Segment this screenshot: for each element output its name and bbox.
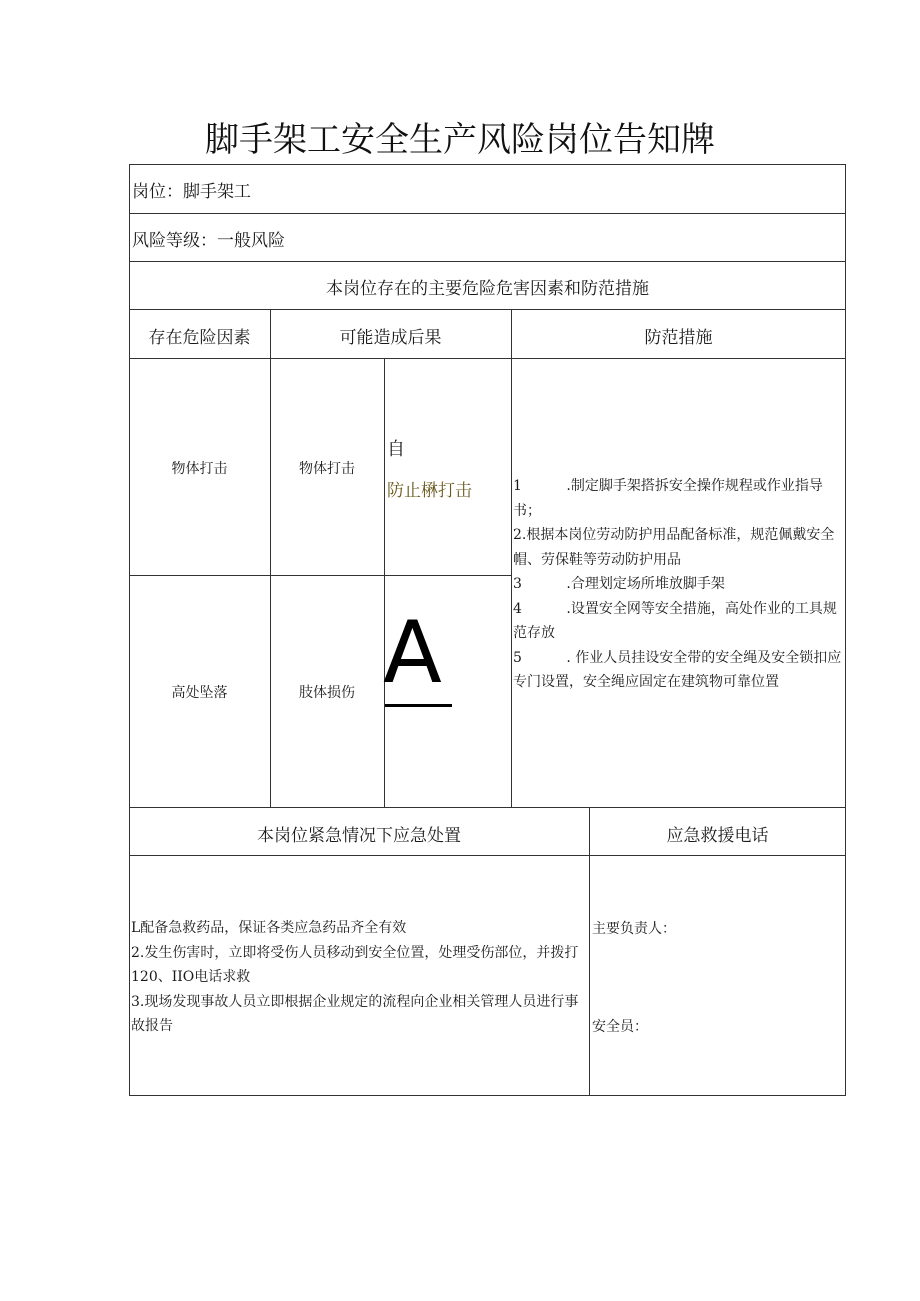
divider [511, 309, 512, 808]
sign-text: 防止楙打击 [387, 481, 472, 501]
divider [129, 358, 846, 359]
measure-item: 4 .设置安全网等安全措施，高处作业的工具规范存放 [513, 600, 837, 641]
hazard-cell: 高处坠落 [171, 685, 228, 701]
risk-level-label: 风险等级：一般风险 [132, 231, 285, 251]
column-header-measures: 防范措施 [644, 328, 713, 348]
emergency-step: 2.发生伤害时，立即将受伤人员移动到安全位置，处理受伤部位，并拨打120、IIO电话求救 [131, 944, 579, 985]
notice-table [129, 164, 846, 1096]
contact-safety-officer: 安全员： [592, 1019, 648, 1035]
measure-item: 5 . 作业人员挂设安全带的安全绳及安全锁扣应专门设置，安全绳应固定在建筑物可靠位置 [513, 649, 842, 690]
divider [129, 261, 846, 262]
warning-sign-letter: A [383, 603, 442, 703]
emergency-phone-header: 应急救援电话 [666, 826, 769, 846]
border-right [845, 164, 846, 1096]
border-left [129, 164, 130, 1096]
emergency-step: 3.现场发现事故人员立即根据企业规定的流程向企业相关管理人员进行事故报告 [131, 993, 579, 1034]
sign-top-char: 自 [387, 439, 405, 460]
divider [384, 358, 385, 808]
measure-item: 1 .制定脚手架搭拆安全操作规程或作业指导书； [513, 478, 823, 519]
emergency-step: L配备急救药品，保证各类应急药品齐全有效 [131, 920, 407, 936]
divider [129, 213, 846, 214]
measures-list [513, 474, 843, 695]
section-header: 本岗位存在的主要危险危害因素和防范措施 [326, 279, 649, 299]
divider [270, 309, 271, 808]
emergency-steps [131, 916, 583, 1039]
column-header-consequence: 可能造成后果 [339, 328, 442, 348]
warning-sign-underline [385, 704, 452, 707]
divider [129, 575, 512, 576]
consequence-cell: 肢体损伤 [299, 685, 355, 701]
divider [129, 807, 846, 808]
divider [129, 855, 846, 856]
consequence-cell: 物体打击 [299, 461, 355, 477]
measure-item: 2.根据本岗位劳动防护用品配备标准，规范佩戴安全帽、劳保鞋等劳动防护用品 [513, 527, 835, 568]
border-top [129, 164, 846, 165]
post-label: 岗位：脚手架工 [132, 182, 251, 202]
page-title: 脚手架工安全生产风险岗位告知牌 [205, 120, 715, 160]
divider [129, 309, 846, 310]
column-header-hazard: 存在危险因素 [148, 328, 251, 348]
measure-item: 3 .合理划定场所堆放脚手架 [513, 576, 725, 592]
contact-chief: 主要负责人： [592, 921, 676, 937]
divider [589, 807, 590, 1096]
border-bottom [129, 1095, 846, 1096]
emergency-header: 本岗位紧急情况下应急处置 [257, 826, 461, 846]
hazard-cell: 物体打击 [171, 461, 228, 477]
